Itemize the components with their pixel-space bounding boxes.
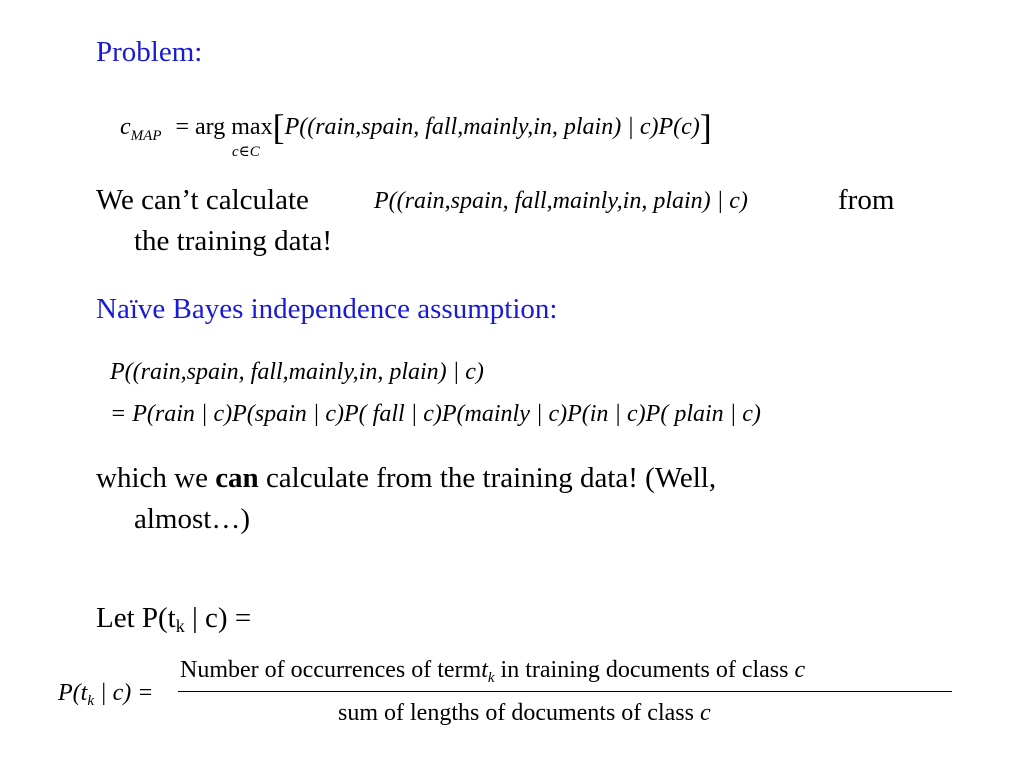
formula-lhs-sub: k <box>87 693 94 709</box>
formula-lhs-after: | c) = <box>94 680 154 706</box>
eq-argmax-subscript: c∈C <box>232 144 260 160</box>
letp-sub: k <box>175 616 185 636</box>
letp-line <box>96 598 251 647</box>
which-before: which we <box>96 462 216 494</box>
problem-heading: Problem: <box>96 36 203 68</box>
den-class: c <box>699 700 711 726</box>
eq-lhs-sub: MAP <box>130 128 162 144</box>
num-var: t <box>481 657 488 683</box>
eq-argmax: arg max <box>195 114 273 140</box>
eq-body: P((rain,spain, fall,mainly,in, plain) | c)P(c) <box>284 114 700 140</box>
cant-expr: P((rain,spain, fall,mainly,in, plain) | c) <box>374 188 748 214</box>
formula-lhs-before: P(t <box>58 680 88 706</box>
assumption-eq-line1: P((rain,spain, fall,mainly,in, plain) | c) <box>110 359 484 385</box>
num-class: c <box>794 657 806 683</box>
cmap-equation <box>120 106 712 148</box>
num-after: in training documents of class <box>494 657 795 683</box>
eq-open-bracket: [ <box>272 107 285 147</box>
formula-numerator <box>180 657 805 687</box>
eq-close-bracket: ] <box>699 107 712 147</box>
which-after: calculate from the training data! (Well, <box>258 462 717 494</box>
cant-text: We can’t calculate <box>96 184 309 216</box>
eq-lhs-var: c <box>120 114 131 140</box>
fraction-bar <box>178 691 952 692</box>
cant-calculate-line1 <box>96 180 309 221</box>
cant-calculate-line2: the training data! <box>134 225 333 257</box>
cant-from: from <box>838 184 895 216</box>
num-before: Number of occurrences of term <box>180 657 482 683</box>
num-sub: k <box>487 670 495 686</box>
which-bold: can <box>215 462 259 494</box>
which-line1 <box>96 458 716 499</box>
eq-equals: = <box>175 114 190 140</box>
formula-denominator <box>338 700 711 727</box>
letp-after: | c) = <box>184 602 252 634</box>
assumption-eq-line2: = P(rain | c)P(spain | c)P( fall | c)P(mainly | c)P(in | c)P( plain | c) <box>110 401 761 427</box>
den-text: sum of lengths of documents of class <box>338 700 700 726</box>
which-line2: almost…) <box>134 503 250 535</box>
assumption-heading: Naïve Bayes independence assumption: <box>96 293 558 325</box>
letp-before: Let P(t <box>96 602 176 634</box>
formula-lhs <box>58 680 153 710</box>
